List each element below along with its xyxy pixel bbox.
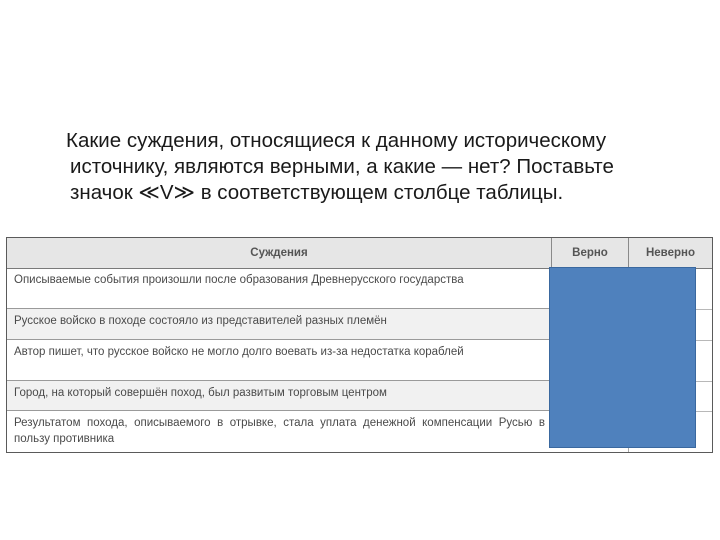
statement-text: Описываемые события произошли после образования Древнерусского государства [14,274,464,286]
question-line-1: Какие суждения, относящиеся к данному историческому [66,129,607,152]
question-line-3: значок ≪V≫ в соответствующем столбце таблицы. [70,181,564,204]
header-statements: Суждения [7,238,552,268]
answer-cover-box [549,267,696,448]
table-row [7,268,551,309]
table-row [7,309,551,340]
table-row [7,411,551,452]
table-row [7,340,551,381]
question-text [66,128,706,206]
statement-text: Русское войско в походе состояло из представителей разных племён [14,315,387,327]
question-line-2: источнику, являются верными, а какие — нет? Поставьте [70,155,614,178]
table-header [7,238,712,269]
statement-text: Город, на который совершён поход, был развитым торговым центром [14,387,387,399]
header-false: Неверно [645,247,695,259]
header-true: Верно [552,238,629,268]
statement-text: Автор пишет, что русское войско не могло долго воевать из-за недостатка кораблей [14,346,464,358]
statement-text: Результатом похода, описываемого в отрывке, стала уплата денежной компенсации Русью в пользу противника [14,417,545,445]
table-row [7,381,551,411]
